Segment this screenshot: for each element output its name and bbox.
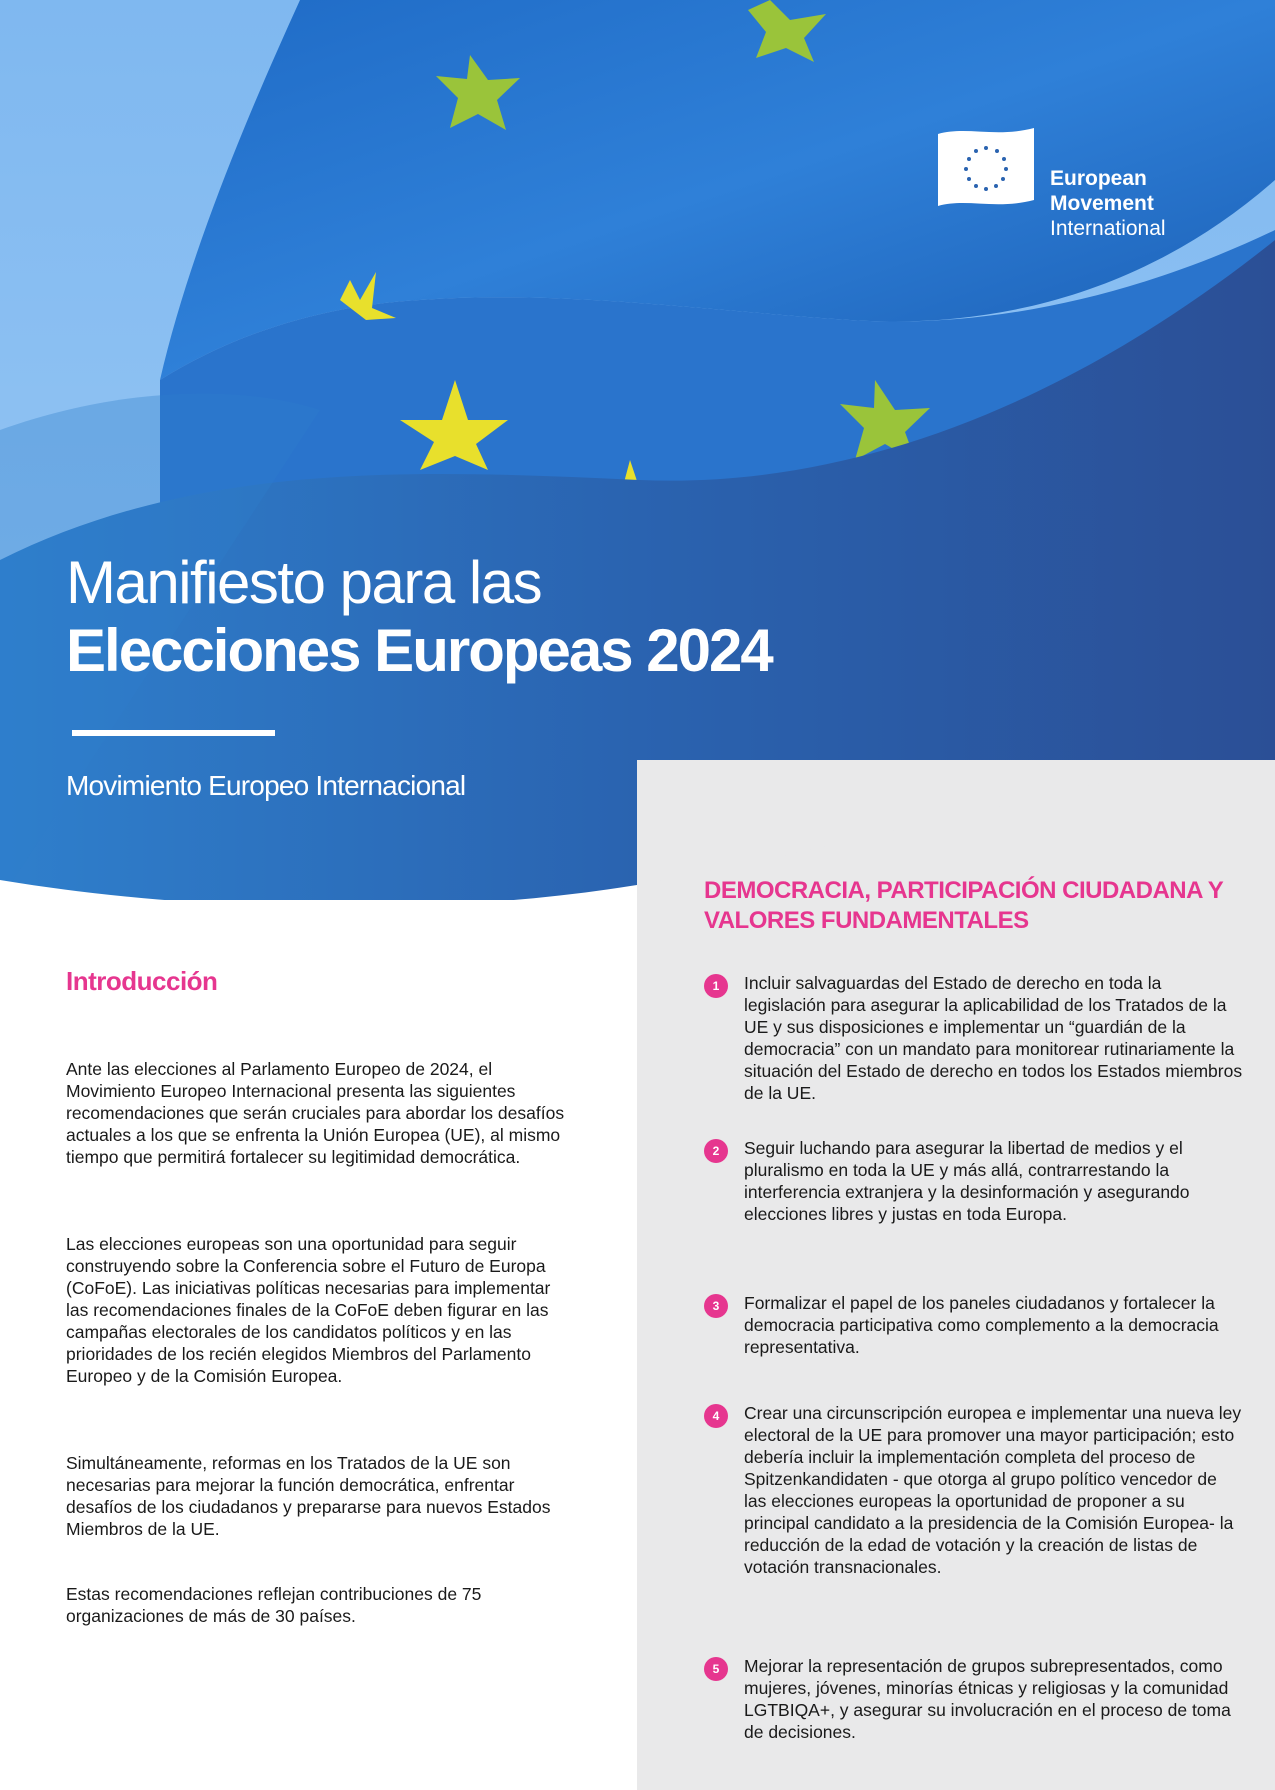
section-heading: DEMOCRACIA, PARTICIPACIÓN CIUDADANA Y VALORES FUNDAMENTALES — [704, 877, 1223, 934]
item-number-badge: 3 — [704, 1294, 728, 1318]
recommendation-text: Crear una circunscripción europea e implementar una nueva ley electoral de la UE para promover una mayor participación; esto debería incluir la implementación completa del proceso de Spitzenkandidaten - que otorga al grupo político vencedor de las elecciones europeas la oportunidad de proponer a su principal candidato a la presidencia de la Comisión Europea- la reducción de la edad de votación y la creación de listas de votación transnacionales. — [744, 1403, 1242, 1577]
eu-flag-icon — [936, 126, 1036, 208]
item-number-badge: 5 — [704, 1657, 728, 1681]
emi-logo — [936, 126, 1236, 246]
intro-paragraph: Estas recomendaciones reflejan contribuciones de 75 organizaciones de más de 30 países. — [66, 1584, 482, 1626]
intro-paragraph: Simultáneamente, reformas en los Tratados de la UE son necesarias para mejorar la función democrática, enfrentar desafíos de los ciudadanos y prepararse para nuevos Estados Miembros de la UE. — [66, 1453, 551, 1539]
title-divider — [72, 730, 275, 736]
item-number-badge: 2 — [704, 1139, 728, 1163]
item-number-badge: 4 — [704, 1404, 728, 1428]
intro-paragraph: Ante las elecciones al Parlamento Europeo de 2024, el Movimiento Europeo Internacional presenta las siguientes recomendaciones que serán cruciales para abordar los desafíos actuales a los que se enfrenta la Unión Europea (UE), al mismo tiempo que permitirá fortalecer su legitimidad democrática. — [66, 1059, 565, 1167]
title-line-1: Manifiesto para las — [66, 549, 542, 616]
item-number-badge: 1 — [704, 974, 728, 998]
title-line-2: Elecciones Europeas 2024 — [66, 617, 772, 684]
recommendation-text: Formalizar el papel de los paneles ciudadanos y fortalecer la democracia participativa como complemento a la democracia representativa. — [744, 1293, 1219, 1357]
logo-line-international: International — [1050, 217, 1166, 240]
subtitle: Movimiento Europeo Internacional — [66, 770, 466, 801]
intro-paragraph: Las elecciones europeas son una oportunidad para seguir construyendo sobre la Conferencia sobre el Futuro de Europa (CoFoE). Las iniciativas políticas necesarias para implementar las recomendaciones finales de la CoFoE deben figurar en las campañas electorales de los candidatos políticos y en las prioridades de los recién elegidos Miembros del Parlamento Europeo y de la Comisión Europea. — [66, 1234, 551, 1386]
recommendation-text: Mejorar la representación de grupos subrepresentados, como mujeres, jóvenes, minorías étnicas y religiosas y la comunidad LGTBIQA+, y asegurar su involucración en el proceso de toma de decisiones. — [744, 1656, 1231, 1742]
recommendation-text: Seguir luchando para asegurar la libertad de medios y el pluralismo en toda la UE y más allá, contrarrestando la interferencia extranjera y la desinformación y asegurando elecciones libres y justas en toda Europa. — [744, 1138, 1190, 1224]
recommendation-text: Incluir salvaguardas del Estado de derecho en toda la legislación para asegurar la aplicabilidad de los Tratados de la UE y sus disposiciones e implementar un “guardián de la democracia” con un mandato para monitorear rutinariamente la situación del Estado de derecho en todos los Estados miembros de la UE. — [744, 973, 1243, 1103]
logo-line-movement: Movement — [1050, 192, 1154, 215]
intro-heading: Introducción — [66, 966, 218, 996]
logo-line-european: European — [1050, 167, 1147, 190]
